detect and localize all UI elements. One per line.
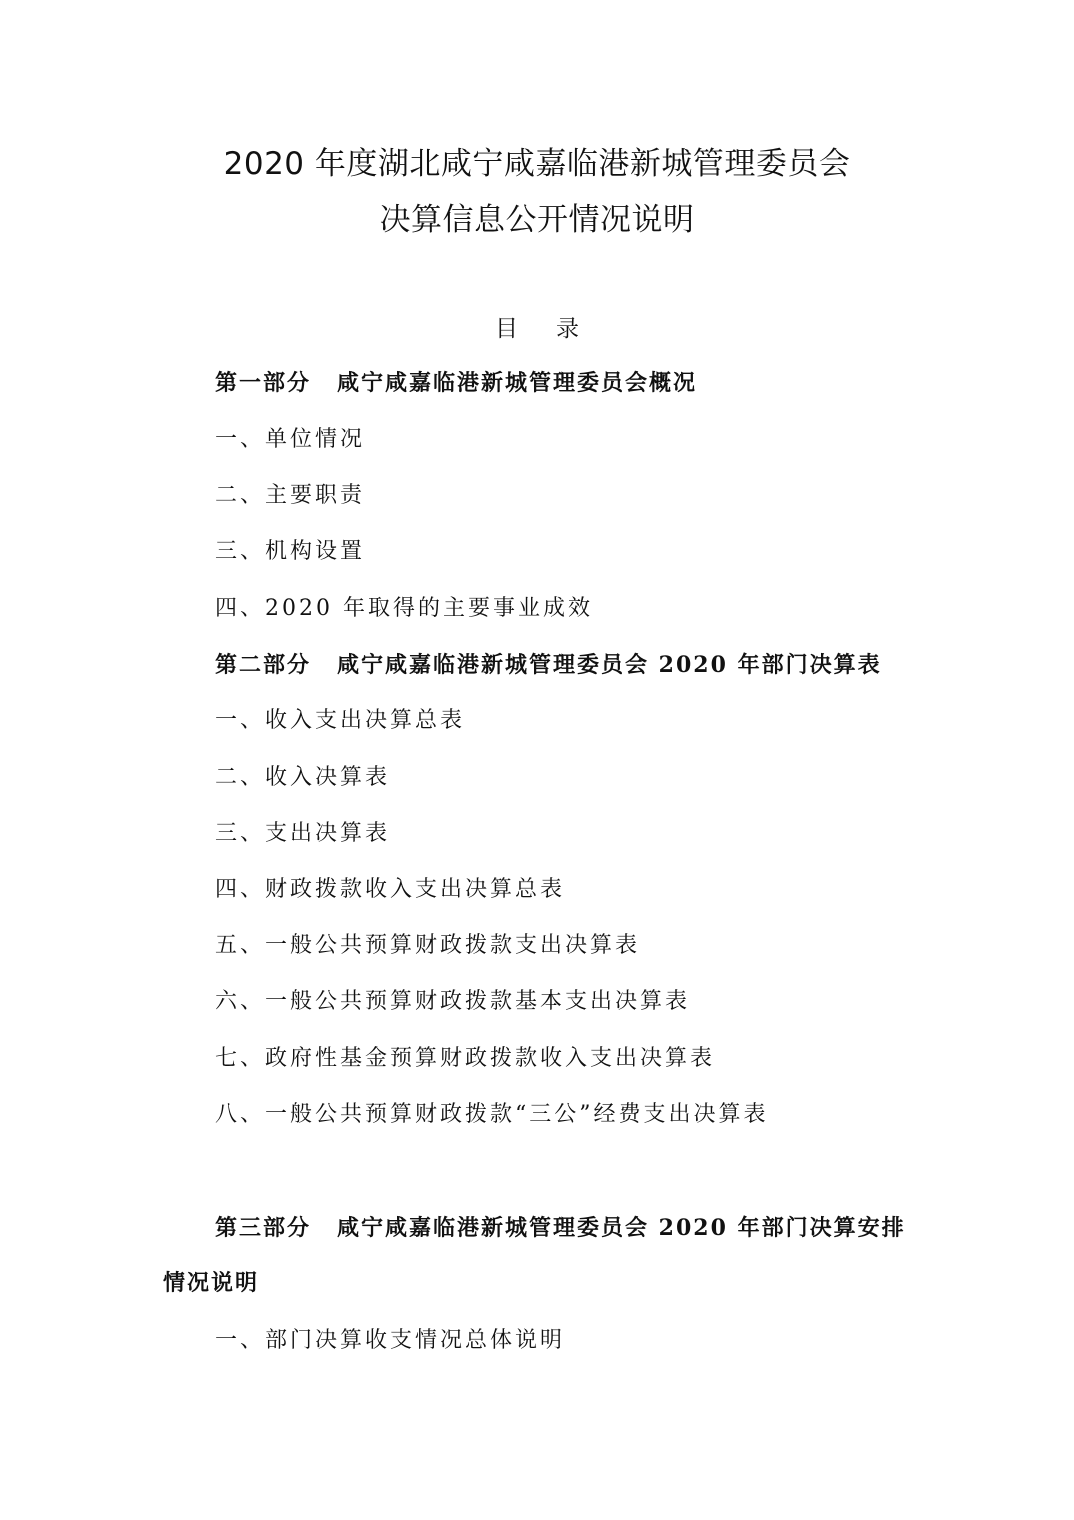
part1-title: 咸宁咸嘉临港新城管理委员会概况 <box>337 370 698 396</box>
part3-label: 第三部分 <box>215 1215 312 1241</box>
part1-item-1: 一、单位情况 <box>215 427 366 452</box>
part2-item-8: 八、一般公共预算财政拨款“三公”经费支出决算表 <box>215 1102 769 1127</box>
document-title-line-2: 决算信息公开情况说明 <box>379 202 695 238</box>
part3-heading <box>215 1213 906 1243</box>
part2-item-3: 三、支出决算表 <box>215 821 391 846</box>
part2-label: 第二部分 <box>215 652 312 678</box>
part2-title: 咸宁咸嘉临港新城管理委员会 2020 年部门决算表 <box>337 652 882 678</box>
part2-heading <box>215 650 882 680</box>
part1-item-3: 三、机构设置 <box>215 539 366 564</box>
part2-item-6: 六、一般公共预算财政拨款基本支出决算表 <box>215 989 691 1014</box>
part3-item-1: 一、部门决算收支情况总体说明 <box>215 1328 566 1353</box>
part1-item-2: 二、主要职责 <box>215 483 366 508</box>
part1-item-4: 四、2020 年取得的主要事业成效 <box>215 596 593 621</box>
part3-title-continuation: 情况说明 <box>163 1270 260 1296</box>
part1-label: 第一部分 <box>215 370 312 396</box>
toc-heading: 目录 <box>495 316 617 342</box>
part3-title: 咸宁咸嘉临港新城管理委员会 2020 年部门决算安排 <box>337 1215 906 1241</box>
part2-item-2: 二、收入决算表 <box>215 765 391 790</box>
part2-item-7: 七、政府性基金预算财政拨款收入支出决算表 <box>215 1046 716 1071</box>
document-title-line-1: 2020 年度湖北咸宁咸嘉临港新城管理委员会 <box>223 146 851 182</box>
part2-item-4: 四、财政拨款收入支出决算总表 <box>215 877 566 902</box>
part2-item-1: 一、收入支出决算总表 <box>215 708 466 733</box>
part1-heading <box>215 368 697 398</box>
part2-item-5: 五、一般公共预算财政拨款支出决算表 <box>215 933 641 958</box>
